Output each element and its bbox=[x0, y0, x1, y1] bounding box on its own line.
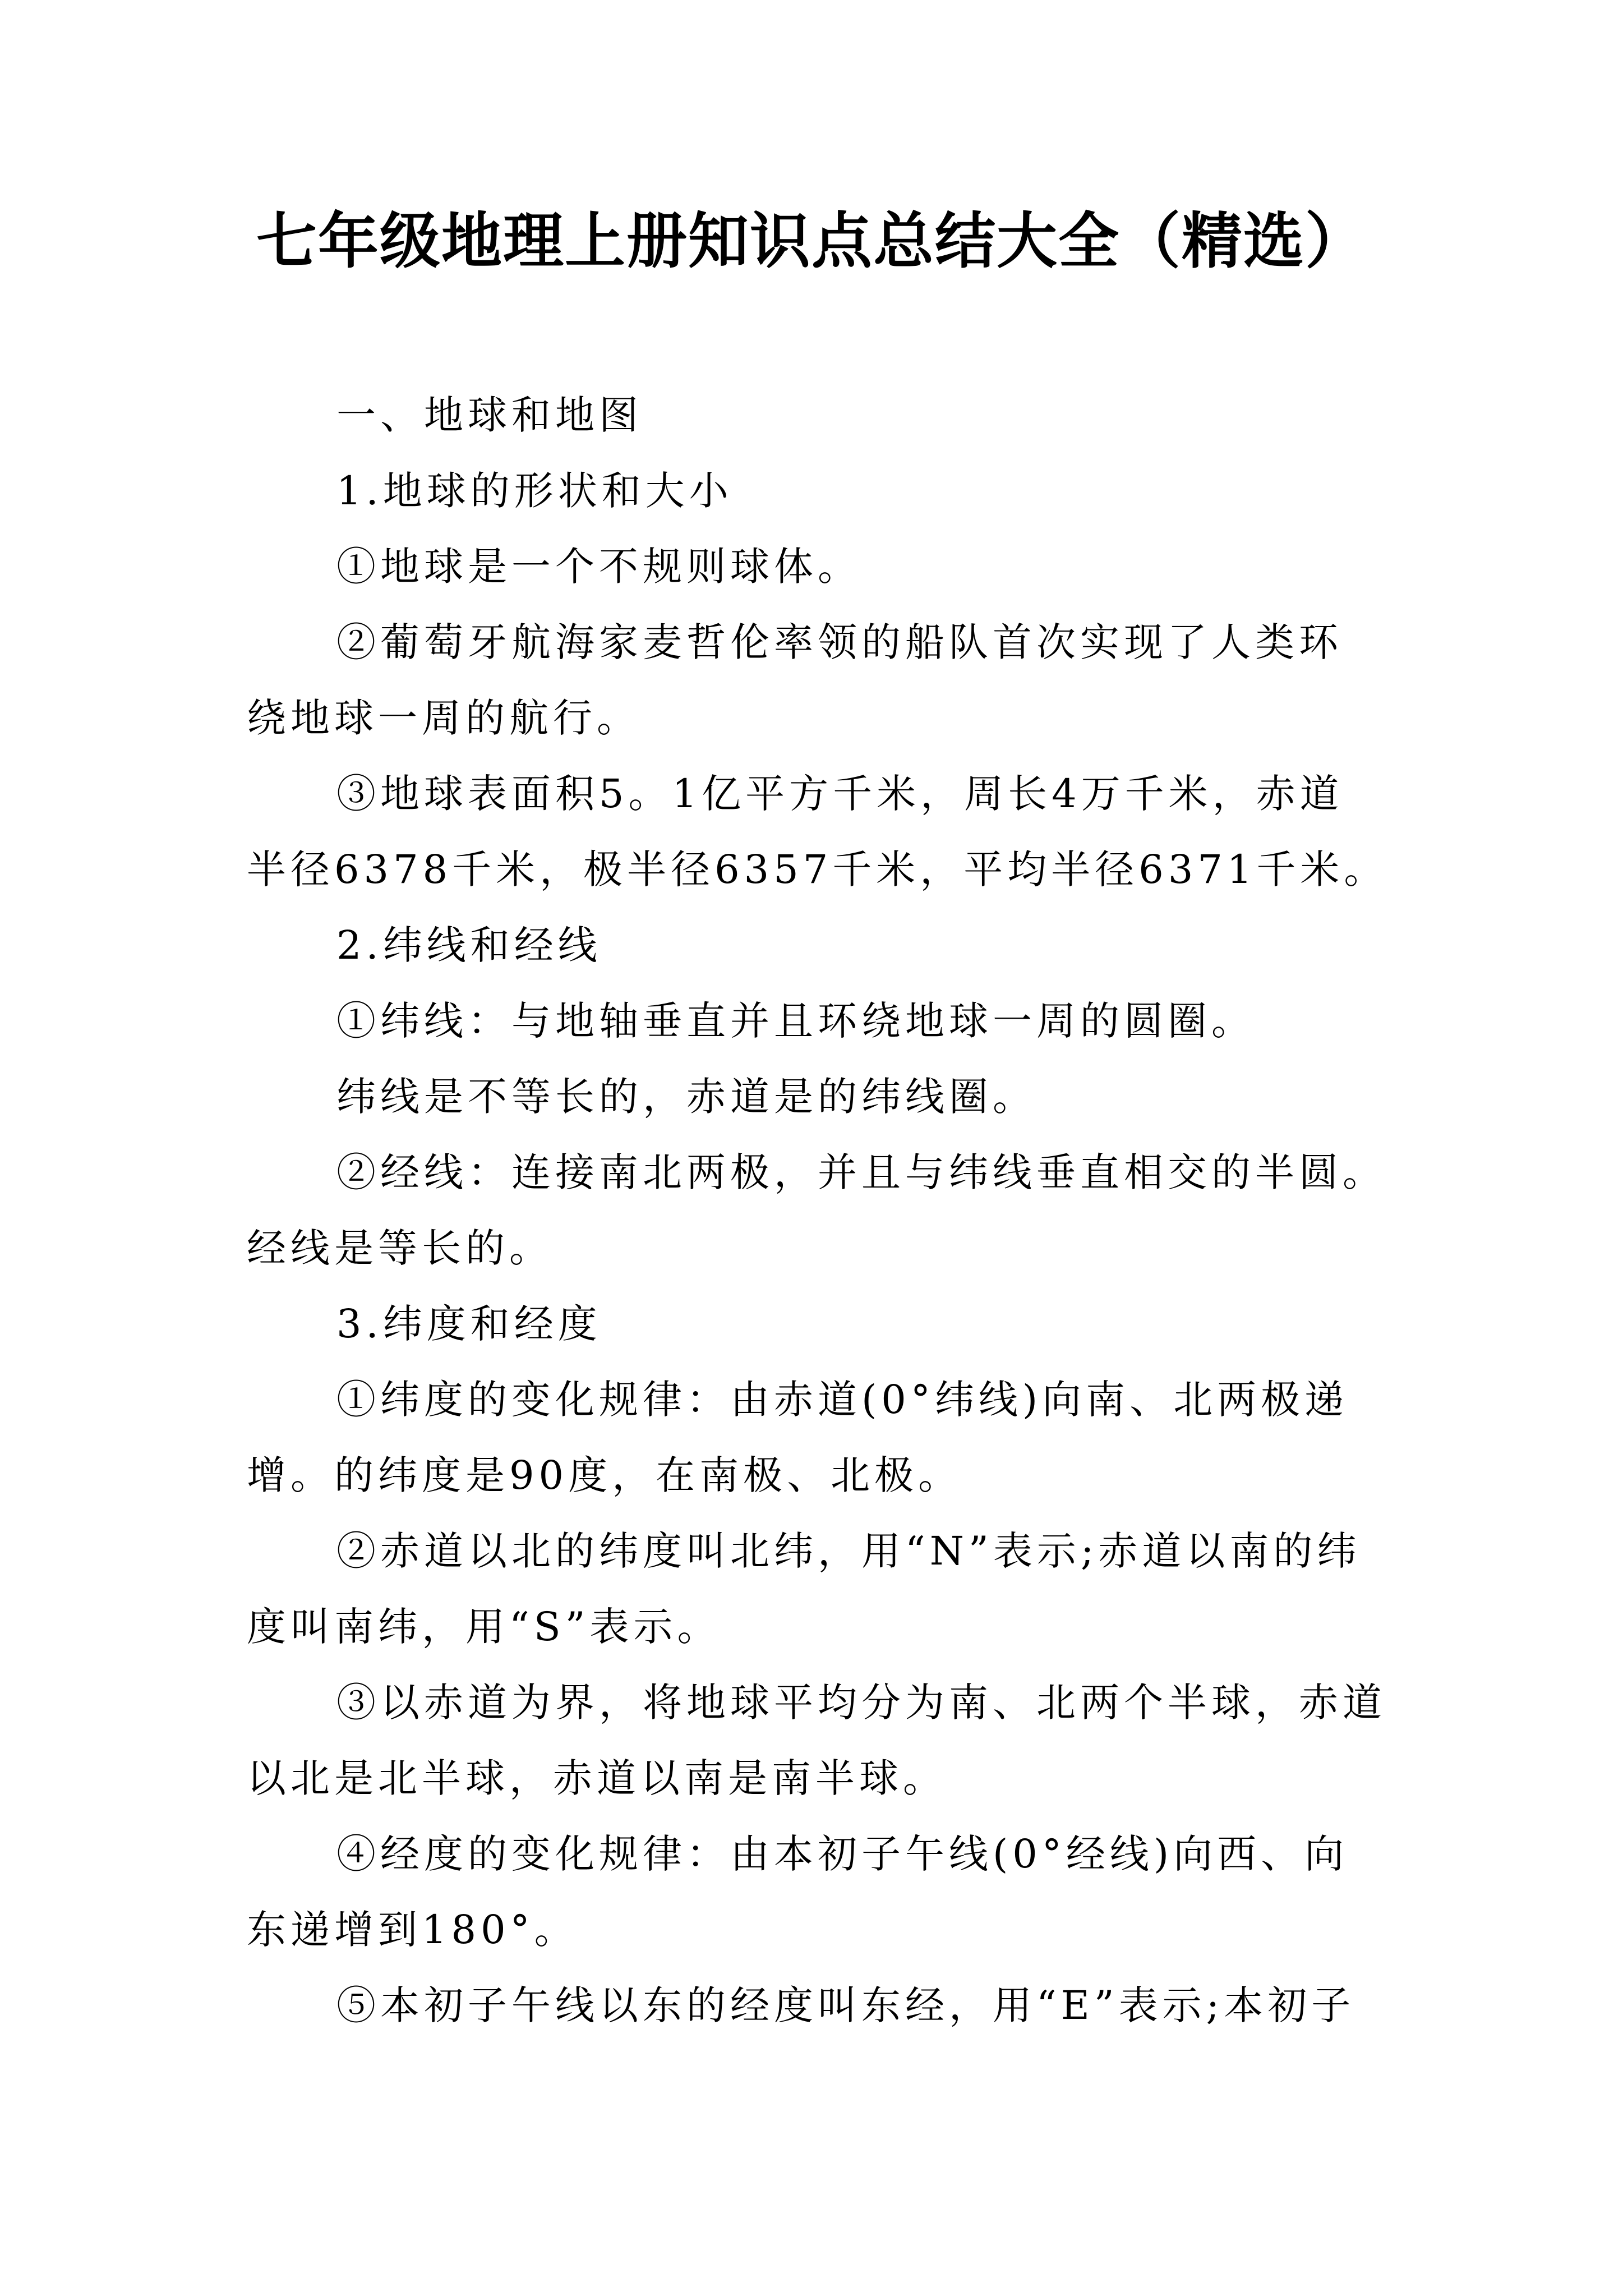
paragraph-line: ②经线：连接南北两极，并且与纬线垂直相交的半圆。 bbox=[336, 1149, 1386, 1195]
paragraph-line: ③以赤道为界，将地球平均分为南、北两个半球，赤道 bbox=[336, 1680, 1386, 1726]
subsection-heading: 3.纬度和经度 bbox=[336, 1301, 602, 1347]
paragraph-line: ②赤道以北的纬度叫北纬，用“N”表示;赤道以南的纬 bbox=[336, 1528, 1361, 1574]
paragraph-line: ⑤本初子午线以东的经度叫东经，用“E”表示;本初子 bbox=[336, 1982, 1355, 2028]
subsection-heading: 1.地球的形状和大小 bbox=[336, 468, 733, 514]
paragraph-line: 东递增到180°。 bbox=[247, 1907, 578, 1953]
paragraph-line: ①纬线：与地轴垂直并且环绕地球一周的圆圈。 bbox=[336, 998, 1255, 1044]
paragraph-line: 以北是北半球，赤道以南是南半球。 bbox=[247, 1755, 947, 1801]
paragraph-line: 增。的纬度是90度，在南极、北极。 bbox=[247, 1452, 962, 1498]
paragraph-line: ①地球是一个不规则球体。 bbox=[336, 544, 861, 590]
paragraph-line: ①纬度的变化规律：由赤道(0°纬线)向南、北两极递 bbox=[336, 1377, 1349, 1423]
document-title: 七年级地理上册知识点总结大全（精选） bbox=[256, 206, 1367, 277]
subsection-heading: 2.纬线和经线 bbox=[336, 922, 602, 968]
paragraph-line: 经线是等长的。 bbox=[247, 1225, 553, 1271]
paragraph-line: 半径6378千米，极半径6357千米，平均半径6371千米。 bbox=[247, 846, 1388, 892]
section-heading: 一、地球和地图 bbox=[336, 392, 643, 438]
paragraph-line: ②葡萄牙航海家麦哲伦率领的船队首次实现了人类环 bbox=[336, 619, 1343, 665]
paragraph-line: 绕地球一周的航行。 bbox=[247, 695, 640, 741]
paragraph-line: ④经度的变化规律：由本初子午线(0°经线)向西、向 bbox=[336, 1831, 1349, 1877]
paragraph-line: ③地球表面积5。1亿平方千米，周长4万千米，赤道 bbox=[336, 771, 1344, 817]
paragraph-line: 纬线是不等长的，赤道是的纬线圈。 bbox=[336, 1074, 1036, 1120]
paragraph-line: 度叫南纬，用“S”表示。 bbox=[247, 1604, 721, 1650]
